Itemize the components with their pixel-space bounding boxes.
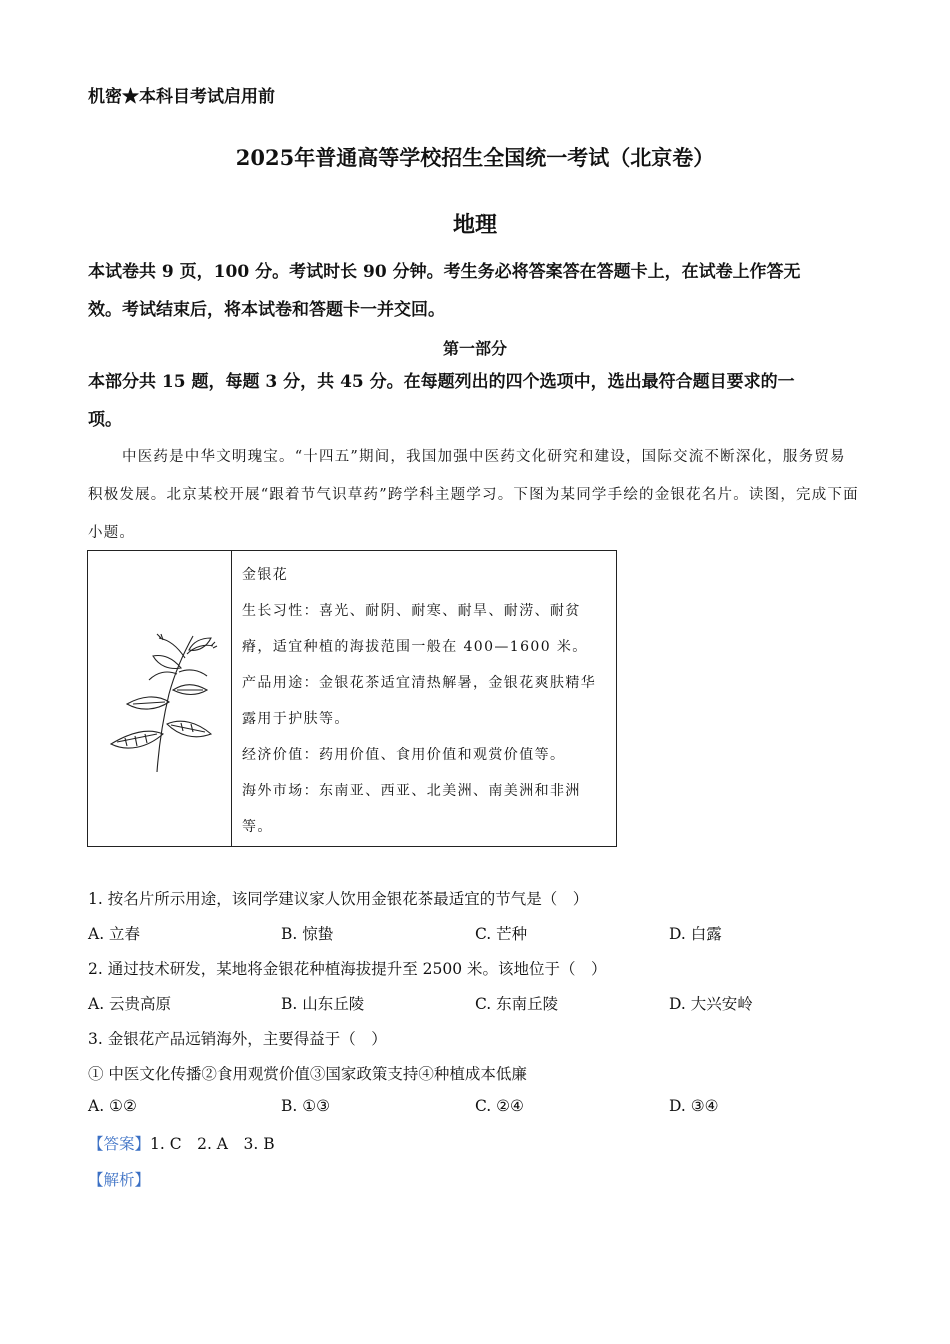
q3-option-b: B. ①③: [281, 1097, 331, 1115]
card-name: 金银花: [242, 567, 289, 583]
question-3-statements: ① 中医文化传播②食用观赏价值③国家政策支持④种植成本低廉: [88, 1065, 527, 1083]
section-description-line-2: 项。: [88, 410, 122, 430]
card-market: 海外市场：东南亚、西亚、北美洲、南美洲和非洲等。: [242, 783, 581, 835]
q3-option-d: D. ③④: [669, 1097, 719, 1115]
answer-text: 1. C 2. A 3. B: [150, 1135, 275, 1153]
q2-option-c: C. 东南丘陵: [475, 995, 559, 1013]
instructions-line-1: 本试卷共 9 页，100 分。考试时长 90 分钟。考生务必将答案答在答题卡上，在试卷上作答无: [88, 262, 801, 282]
exam-title: 2025年普通高等学校招生全国统一考试（北京卷）: [235, 145, 715, 170]
question-2-stem: 2. 通过技术研发，某地将金银花种植海拔提升至 2500 米。该地位于（ ）: [88, 960, 607, 978]
honeysuckle-illustration: [88, 551, 232, 846]
card-habit: 生长习性：喜光、耐阴、耐寒、耐旱、耐涝、耐贫瘠，适宜种植的海拔范围一般在 400—1600 米。: [242, 603, 588, 655]
q1-option-d: D. 白露: [669, 925, 722, 943]
card-usage: 产品用途：金银花茶适宜清热解暑，金银花爽肤精华露用于护肤等。: [242, 675, 597, 727]
q1-option-b: B. 惊蛰: [281, 925, 334, 943]
analysis-line: [88, 1168, 150, 1190]
question-3-stem: 3. 金银花产品远销海外，主要得益于（ ）: [88, 1030, 387, 1048]
question-1-stem: 1. 按名片所示用途，该同学建议家人饮用金银花茶最适宜的节气是（ ）: [88, 890, 589, 908]
q3-option-c: C. ②④: [475, 1097, 524, 1115]
analysis-tag: 【解析】: [88, 1171, 151, 1189]
instructions-line-2: 效。考试结束后，将本试卷和答题卡一并交回。: [88, 300, 445, 320]
confidential-label: 机密★本科目考试启用前: [88, 87, 275, 107]
intro-paragraph: 中医药是中华文明瑰宝。“十四五”期间，我国加强中医药文化研究和建设，国际交流不断深化，服务贸易积极发展。北京某校开展“跟着节气识草药”跨学科主题学习。下图为某同学手绘的金银花名片。读图，完成下面小题。: [88, 449, 859, 541]
instructions: [88, 253, 860, 329]
answer-line: [88, 1132, 275, 1154]
card-value: 经济价值：药用价值、食用价值和观赏价值等。: [242, 747, 566, 763]
section-description: [88, 363, 860, 439]
section-description-line-1: 本部分共 15 题，每题 3 分，共 45 分。在每题列出的四个选项中，选出最符合题目要求的一: [88, 372, 795, 392]
q1-option-c: C. 芒种: [475, 925, 528, 943]
q3-option-a: A. ①②: [88, 1097, 137, 1115]
q1-option-a: A. 立春: [88, 925, 141, 943]
honeysuckle-drawing-icon: [97, 624, 222, 774]
section-title: 第一部分: [442, 339, 507, 358]
card-text: [232, 551, 616, 846]
q2-option-a: A. 云贵高原: [88, 995, 172, 1013]
q2-option-d: D. 大兴安岭: [669, 995, 753, 1013]
honeysuckle-card: [87, 550, 617, 847]
subject-title: 地理: [452, 212, 497, 238]
answer-tag: 【答案】: [88, 1135, 151, 1153]
q2-option-b: B. 山东丘陵: [281, 995, 365, 1013]
